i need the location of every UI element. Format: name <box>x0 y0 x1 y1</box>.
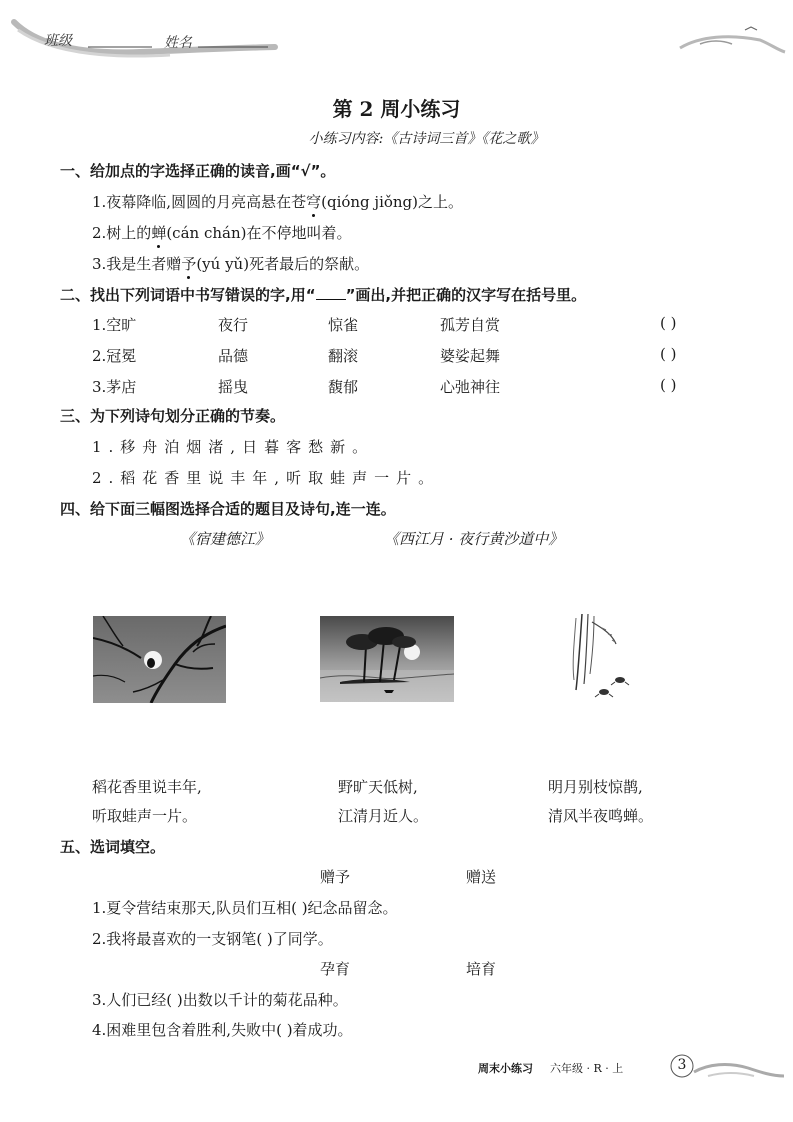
s2-row-2-word-b: 翻滚 <box>328 347 359 365</box>
poem-1-line-1: 稻花香里说丰年, <box>92 778 202 796</box>
section-3-heading: 三、为下列诗句划分正确的节奏。 <box>60 407 286 425</box>
s2-row-2-answer-blank[interactable]: ( ) <box>660 345 677 363</box>
poem-3-line-1: 明月别枝惊鹊, <box>548 778 643 796</box>
s1-question-3: 3.我是生者赠予(yú yǔ)死者最后的祭献。 <box>92 255 370 273</box>
underline-blank <box>316 287 346 300</box>
section-2-heading: 二、找出下列词语中书写错误的字,用“ ”画出,并把正确的汉字写在括号里。 <box>60 286 587 304</box>
poem-2-line-1: 野旷天低树, <box>338 778 418 796</box>
s1-question-2: 2.树上的蝉(cán chán)在不停地叫着。 <box>92 224 352 242</box>
s2-row-3-word-a: 摇曳 <box>218 378 249 396</box>
page-subtitle: 小练习内容:《古诗词三首》《花之歌》 <box>308 131 545 147</box>
s5-question-3: 3.人们已经( )出数以千计的菊花品种。 <box>92 991 348 1009</box>
s2-row-2-num: 2.冠冕 <box>92 347 137 365</box>
cloud-decoration <box>680 37 785 52</box>
picture-river-moon[interactable] <box>320 616 454 702</box>
s3-line-1: 1.移舟泊烟渚,日暮客愁新。 <box>92 438 375 456</box>
header-decoration <box>0 0 793 80</box>
section-4-heading: 四、给下面三幅图选择合适的题目及诗句,连一连。 <box>60 500 396 518</box>
word-choice-1: 赠予 <box>320 868 351 886</box>
s2-row-1-word-c: 孤芳自赏 <box>440 316 501 334</box>
page-number: 3 <box>677 1057 687 1073</box>
dotted-char: 穹 <box>306 193 322 211</box>
word-choice-4: 培育 <box>466 960 497 978</box>
poem-title-2: 《西江月 · 夜行黄沙道中》 <box>384 530 564 548</box>
s1-question-1: 1.夜幕降临,圆圆的月亮高悬在苍穹(qióng jiǒng)之上。 <box>92 193 464 211</box>
s5-question-4: 4.困难里包含着胜利,失败中( )着成功。 <box>92 1021 353 1039</box>
bird-icon <box>745 27 757 30</box>
word-choice-2: 赠送 <box>466 868 497 886</box>
s2-row-2-word-c: 婆娑起舞 <box>440 347 501 365</box>
s5-question-1: 1.夏令营结束那天,队员们互相( )纪念品留念。 <box>92 899 398 917</box>
poem-3-line-2: 清风半夜鸣蝉。 <box>548 807 654 825</box>
poem-2-line-2: 江清月近人。 <box>338 807 429 825</box>
section-5-heading: 五、选词填空。 <box>60 838 166 856</box>
s2-row-3-word-b: 馥郁 <box>328 378 359 396</box>
word-choice-3: 孕育 <box>320 960 351 978</box>
picture-moon-branches[interactable] <box>93 616 226 703</box>
footer-grade: 六年级 · R · 上 <box>550 1062 624 1075</box>
picture-willow-cicadas[interactable] <box>572 614 642 706</box>
name-label: 姓名 <box>164 35 192 51</box>
class-label: 班级 <box>44 33 72 49</box>
s2-row-3-word-c: 心弛神往 <box>440 378 501 396</box>
s2-row-3-answer-blank[interactable]: ( ) <box>660 376 677 394</box>
page-title: 第 2 周小练习 <box>332 97 461 121</box>
s3-line-2: 2.稻花香里说丰年,听取蛙声一片。 <box>92 469 441 487</box>
s2-row-1-num: 1.空旷 <box>92 316 137 334</box>
section-1-heading: 一、给加点的字选择正确的读音,画“√”。 <box>60 162 336 180</box>
s2-row-1-answer-blank[interactable]: ( ) <box>660 314 677 332</box>
s2-row-1-word-a: 夜行 <box>218 316 249 334</box>
s2-row-2-word-a: 品德 <box>218 347 249 365</box>
poem-title-1: 《宿建德江》 <box>180 530 271 548</box>
dotted-char: 蝉 <box>151 224 167 242</box>
s5-question-2: 2.我将最喜欢的一支钢笔( )了同学。 <box>92 930 333 948</box>
dotted-char: 予 <box>181 255 197 273</box>
s2-row-1-word-b: 惊雀 <box>328 316 359 334</box>
poem-1-line-2: 听取蛙声一片。 <box>92 807 198 825</box>
s2-row-3-num: 3.茅店 <box>92 378 137 396</box>
footer-series: 周末小练习 <box>478 1062 533 1075</box>
